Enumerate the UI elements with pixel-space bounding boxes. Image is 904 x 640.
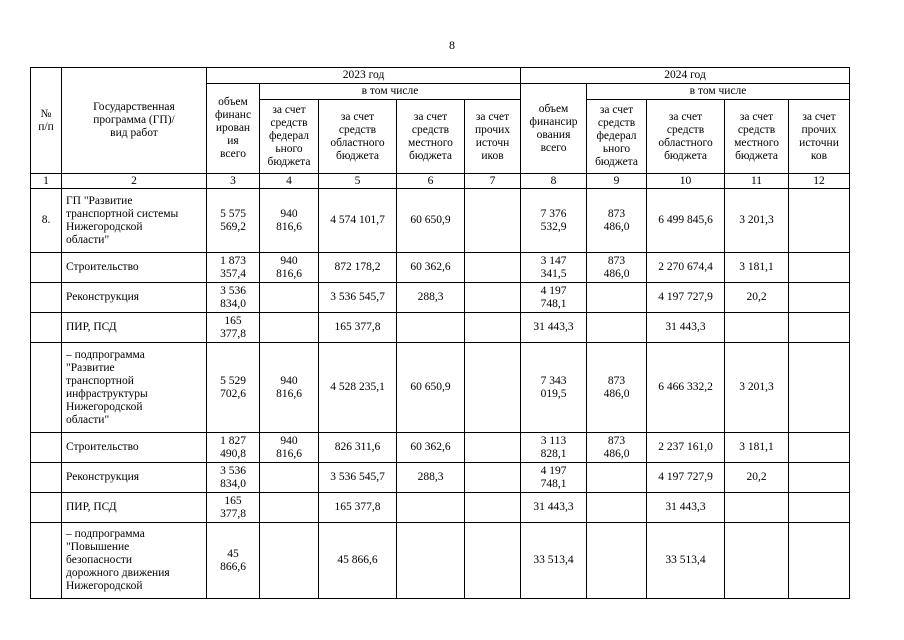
program-name-cell: ПИР, ПСД xyxy=(62,313,207,343)
header-2024-in-total: в том числе xyxy=(587,84,850,100)
total-2024-cell: 3 147 341,5 xyxy=(521,253,587,283)
other-2024-cell xyxy=(789,463,850,493)
program-name-cell: Строительство xyxy=(62,433,207,463)
local-2024-cell xyxy=(725,313,789,343)
federal-2024-cell xyxy=(587,493,647,523)
regional-2023-cell: 4 528 235,1 xyxy=(319,343,397,433)
program-name-cell: ПИР, ПСД xyxy=(62,493,207,523)
other-2024-cell xyxy=(789,493,850,523)
regional-2024-cell: 4 197 727,9 xyxy=(647,463,725,493)
local-2024-cell xyxy=(725,523,789,599)
other-2024-cell xyxy=(789,433,850,463)
header-2024-other: за счет прочих источни ков xyxy=(789,100,850,174)
column-number: 4 xyxy=(260,174,319,189)
column-number: 10 xyxy=(647,174,725,189)
header-2023-other: за счет прочих источн иков xyxy=(465,100,521,174)
regional-2023-cell: 165 377,8 xyxy=(319,493,397,523)
regional-2023-cell: 826 311,6 xyxy=(319,433,397,463)
table-row xyxy=(31,343,850,433)
header-2023-federal: за счет средств федерал ьного бюджета xyxy=(260,100,319,174)
total-2024-cell: 3 113 828,1 xyxy=(521,433,587,463)
local-2023-cell: 288,3 xyxy=(397,463,465,493)
other-2024-cell xyxy=(789,253,850,283)
other-2023-cell xyxy=(465,283,521,313)
total-2024-cell: 31 443,3 xyxy=(521,493,587,523)
column-numbers-row xyxy=(31,174,850,189)
local-2024-cell xyxy=(725,493,789,523)
budget-table xyxy=(30,67,850,599)
federal-2024-cell: 873 486,0 xyxy=(587,189,647,253)
other-2023-cell xyxy=(465,189,521,253)
other-2024-cell xyxy=(789,523,850,599)
total-2023-cell: 165 377,8 xyxy=(207,313,260,343)
table-body xyxy=(31,189,850,599)
table-row xyxy=(31,493,850,523)
local-2023-cell: 60 650,9 xyxy=(397,343,465,433)
local-2024-cell: 3 201,3 xyxy=(725,343,789,433)
regional-2024-cell: 6 499 845,6 xyxy=(647,189,725,253)
header-year-2023: 2023 год xyxy=(207,68,521,84)
local-2024-cell: 3 201,3 xyxy=(725,189,789,253)
regional-2024-cell: 2 237 161,0 xyxy=(647,433,725,463)
local-2023-cell: 60 650,9 xyxy=(397,189,465,253)
table-row xyxy=(31,313,850,343)
total-2023-cell: 1 873 357,4 xyxy=(207,253,260,283)
federal-2023-cell xyxy=(260,463,319,493)
federal-2024-cell xyxy=(587,283,647,313)
column-number: 12 xyxy=(789,174,850,189)
header-no: № п/п xyxy=(31,68,62,174)
federal-2024-cell xyxy=(587,523,647,599)
table-row xyxy=(31,189,850,253)
other-2024-cell xyxy=(789,283,850,313)
federal-2024-cell: 873 486,0 xyxy=(587,433,647,463)
other-2024-cell xyxy=(789,189,850,253)
row-number-cell xyxy=(31,343,62,433)
local-2023-cell xyxy=(397,523,465,599)
federal-2023-cell xyxy=(260,523,319,599)
table-row xyxy=(31,283,850,313)
federal-2023-cell: 940 816,6 xyxy=(260,189,319,253)
federal-2023-cell xyxy=(260,493,319,523)
regional-2024-cell: 4 197 727,9 xyxy=(647,283,725,313)
local-2023-cell: 60 362,6 xyxy=(397,433,465,463)
program-name-cell: Строительство xyxy=(62,253,207,283)
regional-2023-cell: 165 377,8 xyxy=(319,313,397,343)
row-number-cell xyxy=(31,283,62,313)
page-number: 8 xyxy=(449,38,455,52)
program-name-cell: ГП "Развитие транспортной системы Нижегородской области" xyxy=(62,189,207,253)
local-2023-cell: 288,3 xyxy=(397,283,465,313)
header-program: Государственная программа (ГП)/ вид работ xyxy=(62,68,207,174)
program-name-cell: – подпрограмма "Повышение безопасности дорожного движения Нижегородской xyxy=(62,523,207,599)
local-2023-cell: 60 362,6 xyxy=(397,253,465,283)
regional-2023-cell: 45 866,6 xyxy=(319,523,397,599)
other-2024-cell xyxy=(789,343,850,433)
row-number-cell xyxy=(31,463,62,493)
header-2023-regional: за счет средств областного бюджета xyxy=(319,100,397,174)
regional-2023-cell: 872 178,2 xyxy=(319,253,397,283)
local-2024-cell: 20,2 xyxy=(725,283,789,313)
column-number: 9 xyxy=(587,174,647,189)
column-number: 8 xyxy=(521,174,587,189)
federal-2023-cell: 940 816,6 xyxy=(260,433,319,463)
header-year-2024: 2024 год xyxy=(521,68,850,84)
row-number-cell xyxy=(31,523,62,599)
regional-2023-cell: 4 574 101,7 xyxy=(319,189,397,253)
header-2023-local: за счет средств местного бюджета xyxy=(397,100,465,174)
column-number: 6 xyxy=(397,174,465,189)
column-number: 5 xyxy=(319,174,397,189)
column-number: 1 xyxy=(31,174,62,189)
total-2023-cell: 165 377,8 xyxy=(207,493,260,523)
regional-2023-cell: 3 536 545,7 xyxy=(319,283,397,313)
total-2023-cell: 45 866,6 xyxy=(207,523,260,599)
header-2024-regional: за счет средств областного бюджета xyxy=(647,100,725,174)
federal-2024-cell: 873 486,0 xyxy=(587,343,647,433)
total-2023-cell: 5 575 569,2 xyxy=(207,189,260,253)
total-2023-cell: 1 827 490,8 xyxy=(207,433,260,463)
other-2023-cell xyxy=(465,493,521,523)
regional-2024-cell: 31 443,3 xyxy=(647,493,725,523)
header-2024-local: за счет средств местного бюджета xyxy=(725,100,789,174)
federal-2024-cell: 873 486,0 xyxy=(587,253,647,283)
federal-2024-cell xyxy=(587,463,647,493)
regional-2024-cell: 6 466 332,2 xyxy=(647,343,725,433)
federal-2023-cell: 940 816,6 xyxy=(260,343,319,433)
program-name-cell: Реконструкция xyxy=(62,463,207,493)
column-number: 3 xyxy=(207,174,260,189)
header-row-years xyxy=(31,68,850,84)
header-2023-total: объем финанс ирован ия всего xyxy=(207,84,260,174)
header-2024-total: объем финансир ования всего xyxy=(521,84,587,174)
header-2024-federal: за счет средств федерал ьного бюджета xyxy=(587,100,647,174)
row-number-cell xyxy=(31,433,62,463)
table-row xyxy=(31,463,850,493)
local-2023-cell xyxy=(397,313,465,343)
federal-2023-cell xyxy=(260,313,319,343)
federal-2023-cell xyxy=(260,283,319,313)
other-2023-cell xyxy=(465,433,521,463)
total-2024-cell: 4 197 748,1 xyxy=(521,283,587,313)
total-2024-cell: 7 343 019,5 xyxy=(521,343,587,433)
regional-2024-cell: 2 270 674,4 xyxy=(647,253,725,283)
total-2024-cell: 7 376 532,9 xyxy=(521,189,587,253)
total-2023-cell: 5 529 702,6 xyxy=(207,343,260,433)
column-number: 7 xyxy=(465,174,521,189)
total-2024-cell: 31 443,3 xyxy=(521,313,587,343)
table-row xyxy=(31,433,850,463)
row-number-cell xyxy=(31,313,62,343)
local-2023-cell xyxy=(397,493,465,523)
other-2023-cell xyxy=(465,343,521,433)
table-row xyxy=(31,253,850,283)
header-2023-in-total: в том числе xyxy=(260,84,521,100)
total-2023-cell: 3 536 834,0 xyxy=(207,283,260,313)
other-2023-cell xyxy=(465,313,521,343)
total-2024-cell: 33 513,4 xyxy=(521,523,587,599)
row-number-cell xyxy=(31,493,62,523)
other-2024-cell xyxy=(789,313,850,343)
row-number-cell: 8. xyxy=(31,189,62,253)
federal-2024-cell xyxy=(587,313,647,343)
other-2023-cell xyxy=(465,523,521,599)
column-number: 11 xyxy=(725,174,789,189)
column-number: 2 xyxy=(62,174,207,189)
program-name-cell: – подпрограмма "Развитие транспортной инфраструктуры Нижегородской области" xyxy=(62,343,207,433)
local-2024-cell: 20,2 xyxy=(725,463,789,493)
program-name-cell: Реконструкция xyxy=(62,283,207,313)
local-2024-cell: 3 181,1 xyxy=(725,433,789,463)
other-2023-cell xyxy=(465,463,521,493)
regional-2024-cell: 33 513,4 xyxy=(647,523,725,599)
regional-2024-cell: 31 443,3 xyxy=(647,313,725,343)
local-2024-cell: 3 181,1 xyxy=(725,253,789,283)
federal-2023-cell: 940 816,6 xyxy=(260,253,319,283)
total-2024-cell: 4 197 748,1 xyxy=(521,463,587,493)
table-row xyxy=(31,523,850,599)
row-number-cell xyxy=(31,253,62,283)
total-2023-cell: 3 536 834,0 xyxy=(207,463,260,493)
regional-2023-cell: 3 536 545,7 xyxy=(319,463,397,493)
other-2023-cell xyxy=(465,253,521,283)
